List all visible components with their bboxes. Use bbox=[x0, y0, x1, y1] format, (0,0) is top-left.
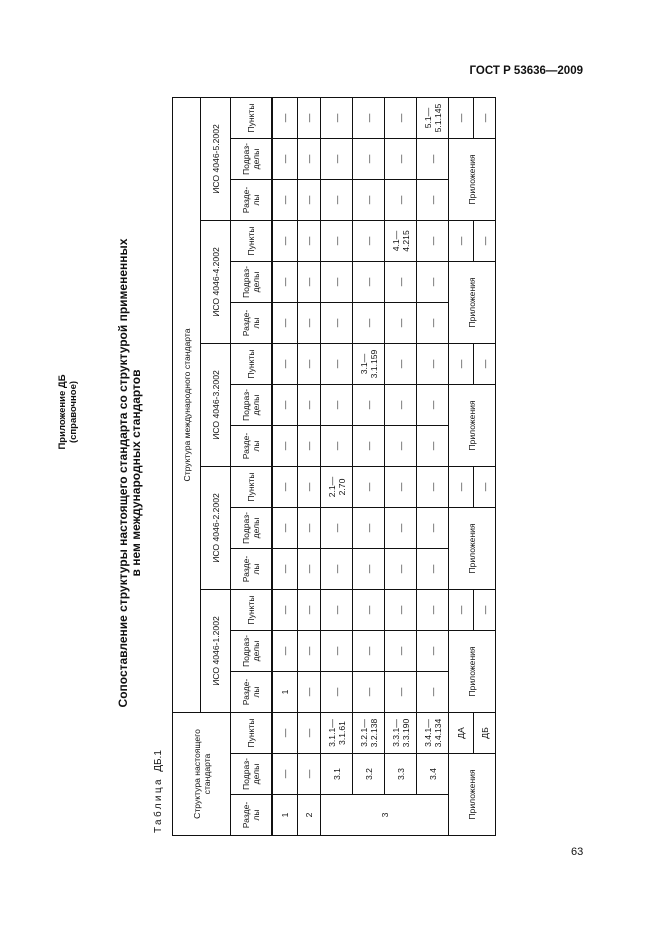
iso-cell: — bbox=[298, 467, 321, 508]
iso-cell: — bbox=[321, 631, 353, 672]
heading-line-2: в нем международных стандартов bbox=[129, 369, 143, 577]
iso-cell: — bbox=[417, 467, 449, 508]
appendix-label-cell: Приложения bbox=[449, 139, 496, 221]
iso-appendix-cell: — bbox=[474, 98, 496, 139]
iso-cell: — bbox=[298, 180, 321, 221]
own-subsection-cell: 3.2 bbox=[353, 754, 385, 795]
iso-cell: — bbox=[385, 590, 417, 631]
iso-cell: — bbox=[353, 467, 385, 508]
column-header: Пункты bbox=[231, 713, 273, 754]
table-row bbox=[173, 98, 201, 836]
own-cell: — bbox=[272, 713, 298, 754]
own-points-cell: 3.3.1— 3.3.190 bbox=[385, 713, 417, 754]
own-cell: — bbox=[298, 713, 321, 754]
iso-cell: — bbox=[385, 98, 417, 139]
iso-cell: — bbox=[417, 221, 449, 262]
iso-cell: — bbox=[385, 426, 417, 467]
iso-cell: — bbox=[353, 221, 385, 262]
column-header: Подраз- делы bbox=[231, 631, 273, 672]
iso-appendix-cell: — bbox=[474, 590, 496, 631]
table-label-number: ДБ.1 bbox=[153, 750, 164, 772]
table-row bbox=[417, 98, 449, 836]
iso-cell: — bbox=[321, 549, 353, 590]
iso-cell: — bbox=[321, 303, 353, 344]
iso-cell: — bbox=[298, 508, 321, 549]
iso-cell: — bbox=[321, 262, 353, 303]
iso-cell: — bbox=[353, 426, 385, 467]
iso-cell: — bbox=[417, 303, 449, 344]
iso-cell: — bbox=[417, 549, 449, 590]
own-section-cell: 3 bbox=[321, 795, 449, 836]
iso-cell: — bbox=[417, 508, 449, 549]
iso-cell: — bbox=[298, 221, 321, 262]
iso-cell: — bbox=[272, 385, 298, 426]
iso-cell: — bbox=[385, 508, 417, 549]
appendix-label-cell: Приложения bbox=[449, 262, 496, 344]
table-row bbox=[298, 98, 321, 836]
appendix-note: (справочное) bbox=[68, 380, 79, 444]
iso-cell: — bbox=[321, 344, 353, 385]
iso-cell: — bbox=[321, 221, 353, 262]
own-cell: 1 bbox=[272, 795, 298, 836]
own-subsection-cell: 3.1 bbox=[321, 754, 353, 795]
iso-cell: — bbox=[353, 98, 385, 139]
iso-cell: — bbox=[385, 303, 417, 344]
iso-cell: — bbox=[272, 549, 298, 590]
iso-cell: — bbox=[298, 631, 321, 672]
iso-cell: — bbox=[385, 262, 417, 303]
comparison-table bbox=[172, 97, 496, 836]
iso-cell: — bbox=[353, 139, 385, 180]
iso-cell: — bbox=[417, 672, 449, 713]
iso-cell: — bbox=[417, 426, 449, 467]
iso-appendix-cell: — bbox=[449, 467, 474, 508]
iso-cell: — bbox=[417, 590, 449, 631]
iso-cell: — bbox=[321, 385, 353, 426]
iso-standard-header: ИСО 4046-1.2002 bbox=[201, 590, 231, 713]
iso-cell: 1 bbox=[272, 672, 298, 713]
column-header: Подраз- делы bbox=[231, 262, 273, 303]
iso-cell: — bbox=[385, 549, 417, 590]
iso-standard-header: ИСО 4046-4.2002 bbox=[201, 221, 231, 344]
iso-cell: — bbox=[298, 385, 321, 426]
iso-appendix-cell: — bbox=[449, 590, 474, 631]
iso-cell: 3.1— 3.1.159 bbox=[353, 344, 385, 385]
iso-cell: — bbox=[298, 303, 321, 344]
column-header: Подраз- делы bbox=[231, 754, 273, 795]
table-row bbox=[321, 98, 353, 836]
iso-cell: — bbox=[385, 631, 417, 672]
column-header: Подраз- делы bbox=[231, 385, 273, 426]
iso-cell: — bbox=[353, 672, 385, 713]
iso-cell: — bbox=[417, 344, 449, 385]
column-header: Пункты bbox=[231, 221, 273, 262]
own-points-cell: 3.4.1— 3.4.134 bbox=[417, 713, 449, 754]
iso-standard-header: ИСО 4046-2.2002 bbox=[201, 467, 231, 590]
iso-cell: — bbox=[321, 590, 353, 631]
own-cell: — bbox=[298, 754, 321, 795]
iso-cell: — bbox=[298, 672, 321, 713]
iso-cell: — bbox=[353, 385, 385, 426]
own-points-cell: 3.2.1— 3.2.138 bbox=[353, 713, 385, 754]
iso-cell: — bbox=[321, 98, 353, 139]
iso-cell: 5.1— 5.1.145 bbox=[417, 98, 449, 139]
iso-cell: — bbox=[353, 262, 385, 303]
appendix-label-cell: Приложения bbox=[449, 754, 496, 836]
iso-cell: — bbox=[353, 549, 385, 590]
iso-cell: — bbox=[321, 508, 353, 549]
iso-cell: — bbox=[417, 180, 449, 221]
table-row bbox=[449, 98, 474, 836]
iso-appendix-cell: — bbox=[449, 344, 474, 385]
iso-cell: — bbox=[272, 221, 298, 262]
iso-cell: — bbox=[272, 303, 298, 344]
iso-cell: — bbox=[417, 385, 449, 426]
table-label-prefix: Таблица bbox=[153, 776, 164, 833]
page-number: 63 bbox=[571, 846, 584, 858]
document-code: ГОСТ Р 53636—2009 bbox=[469, 65, 583, 77]
iso-cell: — bbox=[298, 426, 321, 467]
iso-cell: — bbox=[385, 385, 417, 426]
appendix-label-cell: Приложения bbox=[449, 385, 496, 467]
iso-cell: — bbox=[353, 303, 385, 344]
iso-cell: — bbox=[298, 139, 321, 180]
column-header: Разде- лы bbox=[231, 180, 273, 221]
iso-cell: — bbox=[272, 180, 298, 221]
iso-cell: — bbox=[272, 262, 298, 303]
column-header: Пункты bbox=[231, 344, 273, 385]
iso-cell: — bbox=[353, 590, 385, 631]
iso-cell: — bbox=[385, 344, 417, 385]
table-row bbox=[353, 98, 385, 836]
iso-cell: — bbox=[272, 139, 298, 180]
heading-line-1: Сопоставление структуры настоящего стандарта со структурой примененных bbox=[116, 238, 130, 708]
iso-cell: 2.1— 2.70 bbox=[321, 467, 353, 508]
iso-cell: — bbox=[272, 631, 298, 672]
column-header: Разде- лы bbox=[231, 549, 273, 590]
iso-cell: — bbox=[272, 344, 298, 385]
iso-appendix-cell: — bbox=[474, 467, 496, 508]
iso-cell: — bbox=[321, 672, 353, 713]
iso-standard-header: ИСО 4046-3.2002 bbox=[201, 344, 231, 467]
iso-cell: — bbox=[321, 139, 353, 180]
column-header: Пункты bbox=[231, 467, 273, 508]
column-header: Пункты bbox=[231, 590, 273, 631]
iso-cell: — bbox=[353, 508, 385, 549]
table-row bbox=[385, 98, 417, 836]
column-header: Подраз- делы bbox=[231, 508, 273, 549]
column-header: Разде- лы bbox=[231, 426, 273, 467]
iso-appendix-cell: — bbox=[449, 221, 474, 262]
intl-structure-header: Структура международного стандарта bbox=[173, 98, 201, 713]
own-points-cell: 3.1.1— 3.1.61 bbox=[321, 713, 353, 754]
table-label bbox=[153, 750, 164, 833]
iso-cell: — bbox=[353, 631, 385, 672]
column-header: Разде- лы bbox=[231, 672, 273, 713]
appendix-label-cell: Приложения bbox=[449, 508, 496, 590]
column-header: Разде- лы bbox=[231, 795, 273, 836]
iso-cell: — bbox=[272, 467, 298, 508]
appendix-label-cell: Приложения bbox=[449, 631, 496, 713]
iso-appendix-cell: — bbox=[474, 344, 496, 385]
iso-cell: — bbox=[417, 262, 449, 303]
iso-cell: — bbox=[298, 590, 321, 631]
iso-cell: — bbox=[298, 549, 321, 590]
iso-cell: — bbox=[417, 631, 449, 672]
column-header: Пункты bbox=[231, 98, 273, 139]
rotated-content bbox=[40, 70, 510, 850]
table-row bbox=[272, 98, 298, 836]
own-appendix-cell: ДА bbox=[449, 713, 474, 754]
iso-cell: — bbox=[385, 467, 417, 508]
column-header: Подраз- делы bbox=[231, 139, 273, 180]
iso-cell: 4.1— 4.215 bbox=[385, 221, 417, 262]
column-header: Разде- лы bbox=[231, 303, 273, 344]
iso-cell: — bbox=[272, 508, 298, 549]
iso-cell: — bbox=[321, 180, 353, 221]
iso-standard-header: ИСО 4046-5.2002 bbox=[201, 98, 231, 221]
own-appendix-cell: ДБ bbox=[474, 713, 496, 754]
iso-cell: — bbox=[321, 426, 353, 467]
iso-cell: — bbox=[298, 98, 321, 139]
iso-cell: — bbox=[385, 672, 417, 713]
iso-cell: — bbox=[272, 98, 298, 139]
iso-cell: — bbox=[385, 139, 417, 180]
iso-appendix-cell: — bbox=[474, 221, 496, 262]
own-cell: — bbox=[272, 754, 298, 795]
iso-cell: — bbox=[417, 139, 449, 180]
iso-cell: — bbox=[272, 426, 298, 467]
own-subsection-cell: 3.4 bbox=[417, 754, 449, 795]
iso-cell: — bbox=[298, 344, 321, 385]
iso-cell: — bbox=[298, 262, 321, 303]
table-row bbox=[231, 98, 273, 836]
iso-cell: — bbox=[272, 590, 298, 631]
own-structure-header: Структура настоящего стандарта bbox=[173, 713, 231, 836]
appendix-title: Приложение ДБ bbox=[57, 374, 68, 450]
own-cell: 2 bbox=[298, 795, 321, 836]
iso-cell: — bbox=[385, 180, 417, 221]
iso-appendix-cell: — bbox=[449, 98, 474, 139]
own-subsection-cell: 3.3 bbox=[385, 754, 417, 795]
iso-cell: — bbox=[353, 180, 385, 221]
